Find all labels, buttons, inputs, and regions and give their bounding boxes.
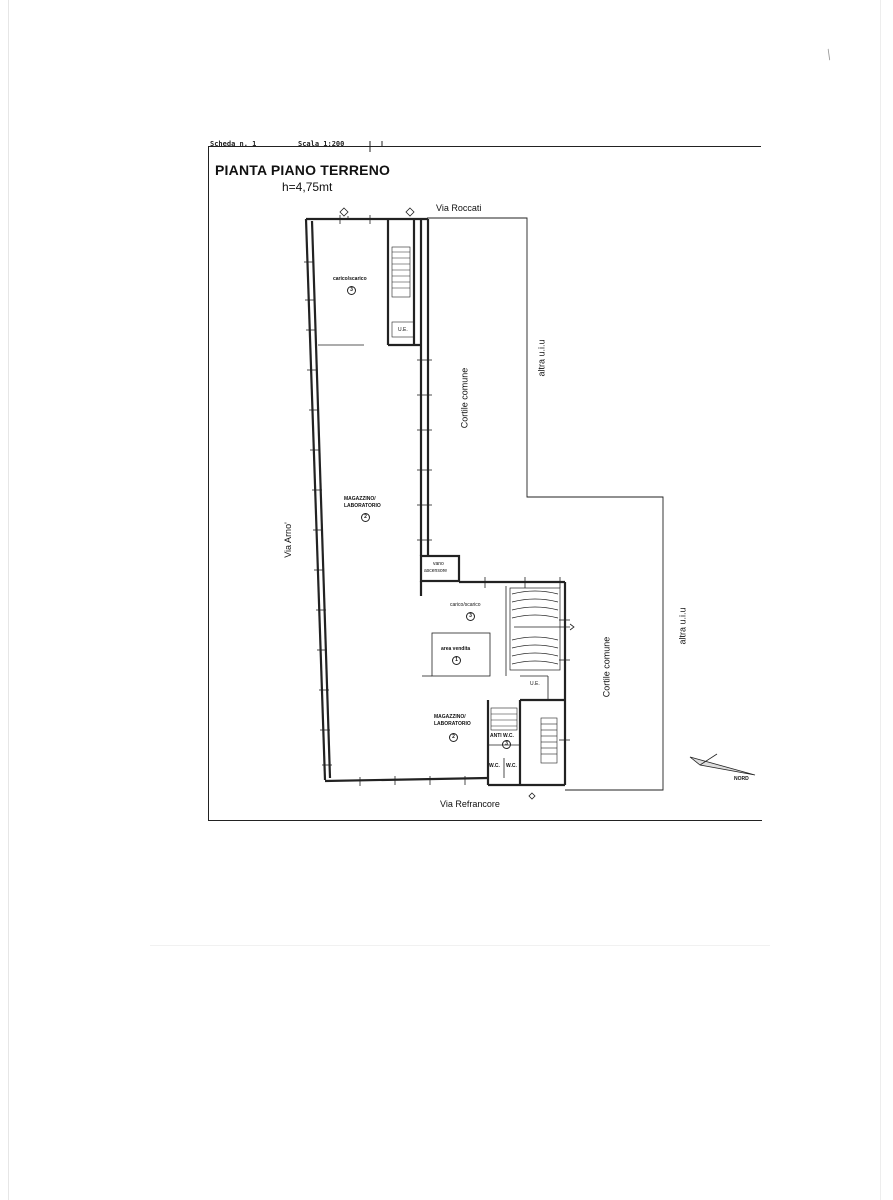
scale-label: Scala 1:200 (298, 140, 345, 148)
room-label: vano (433, 561, 444, 567)
other-unit-label: altra u.i.u (677, 607, 688, 645)
courtyard-label: Cortile comune (459, 367, 470, 429)
room-label: W.C. (506, 763, 517, 769)
room-number: 3 (347, 286, 356, 295)
room-label: U.E. (398, 327, 408, 333)
room-number: 3 (502, 740, 511, 749)
room-label: U.E. (530, 681, 540, 687)
scheda-label: Scheda n. 1 (210, 140, 257, 148)
courtyard-label: Cortile comune (601, 636, 612, 698)
room-number: 2 (449, 733, 458, 742)
room-label: area vendita (441, 646, 471, 652)
room-label: MAGAZZINO/ (344, 496, 376, 502)
room-number: 2 (361, 513, 370, 522)
pen-mark: ∕ (823, 47, 836, 61)
street-west: Via Arno' (282, 522, 293, 558)
room-label: ascensore (424, 568, 448, 574)
room-number: 3 (466, 612, 475, 621)
room-label: LABORATORIO (434, 721, 471, 727)
plan-height: h=4,75mt (282, 180, 333, 194)
other-unit-label: altra u.i.u (536, 339, 547, 377)
street-north: Via Roccati (436, 203, 482, 213)
room-label: ANTI W.C. (490, 733, 514, 739)
room-label: LABORATORIO (344, 503, 381, 509)
room-label: carico/scarico (333, 276, 367, 282)
plan-title: PIANTA PIANO TERRENO (215, 162, 391, 178)
room-label: carico/scarico (450, 602, 481, 608)
room-number: 1 (452, 656, 461, 665)
north-label: NORD (734, 776, 749, 782)
room-label: W.C. (489, 763, 500, 769)
room-label: MAGAZZINO/ (434, 714, 466, 720)
street-south: Via Refrancore (440, 799, 500, 809)
